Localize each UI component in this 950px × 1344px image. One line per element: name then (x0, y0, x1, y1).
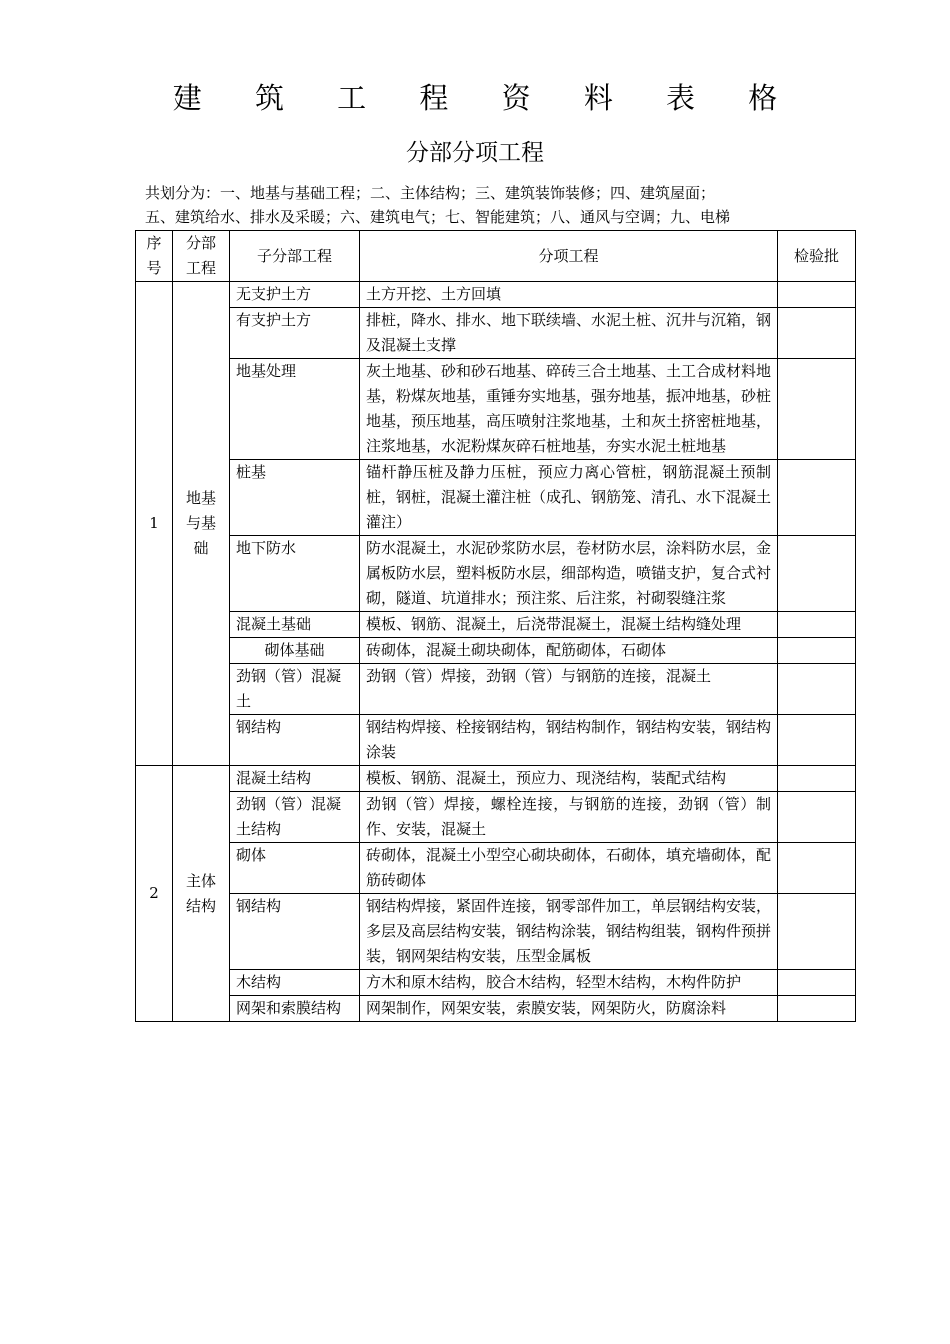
item-cell: 锚杆静压桩及静力压桩，预应力离心管桩，钢筋混凝土预制桩，钢桩，混凝土灌注桩（成孔、钢筋笼、清孔、水下混凝土灌注） (360, 460, 778, 536)
item-cell: 钢结构焊接，紧固件连接，钢零部件加工，单层钢结构安装，多层及高层结构安装，钢结构涂装，钢结构组装，钢构件预拼装，钢网架结构安装，压型金属板 (360, 894, 778, 970)
batch-cell (778, 638, 856, 664)
table-row (136, 843, 856, 894)
batch-cell (778, 715, 856, 766)
division-table (135, 230, 856, 1022)
batch-cell (778, 894, 856, 970)
subdivision-cell: 桩基 (230, 460, 360, 536)
subdivision-cell: 混凝土结构 (230, 766, 360, 792)
division-cell: 地基与基础 (173, 282, 230, 766)
intro-line: 共划分为：一、地基与基础工程；二、主体结构；三、建筑装饰装修；四、建筑屋面； (145, 184, 716, 202)
document-subtitle: 分部分项工程 (406, 140, 544, 166)
item-cell: 砖砌体，混凝土砌块砌体，配筋砌体，石砌体 (360, 638, 778, 664)
table-row (136, 536, 856, 612)
batch-cell (778, 612, 856, 638)
batch-cell (778, 536, 856, 612)
table-row (136, 715, 856, 766)
table-row (136, 894, 856, 970)
header-batch: 检验批 (778, 231, 856, 282)
batch-cell (778, 308, 856, 359)
subdivision-cell: 地下防水 (230, 536, 360, 612)
table-row (136, 766, 856, 792)
division-cell: 主体结构 (173, 766, 230, 1022)
item-cell: 排桩，降水、排水、地下联续墙、水泥土桩、沉井与沉箱，钢及混凝土支撑 (360, 308, 778, 359)
batch-cell (778, 970, 856, 996)
subdivision-cell: 劲钢（管）混凝土 (230, 664, 360, 715)
item-cell: 砖砌体，混凝土小型空心砌块砌体，石砌体，填充墙砌体，配筋砖砌体 (360, 843, 778, 894)
subdivision-cell: 砌体 (230, 843, 360, 894)
item-cell: 钢结构焊接、栓接钢结构，钢结构制作，钢结构安装，钢结构涂装 (360, 715, 778, 766)
subdivision-cell: 无支护土方 (230, 282, 360, 308)
subdivision-cell: 混凝土基础 (230, 612, 360, 638)
batch-cell (778, 282, 856, 308)
item-cell: 土方开挖、土方回填 (360, 282, 778, 308)
batch-cell (778, 766, 856, 792)
item-cell: 模板、钢筋、混凝土，预应力、现浇结构，装配式结构 (360, 766, 778, 792)
item-cell: 灰土地基、砂和砂石地基、碎砖三合土地基、土工合成材料地基，粉煤灰地基，重锤夯实地基，强夯地基，振冲地基，砂桩地基，预压地基，高压喷射注浆地基，土和灰土挤密桩地基，注浆地基，水泥粉煤灰碎石桩地基，夯实水泥土桩地基 (360, 359, 778, 460)
batch-cell (778, 460, 856, 536)
table-header-row (136, 231, 856, 282)
document-title: 建 筑 工 程 资 料 表 格 (172, 81, 800, 115)
table-row (136, 359, 856, 460)
item-cell: 劲钢（管）焊接，劲钢（管）与钢筋的连接，混凝土 (360, 664, 778, 715)
table-row (136, 612, 856, 638)
subdivision-cell: 钢结构 (230, 894, 360, 970)
table-row (136, 996, 856, 1022)
table-row (136, 460, 856, 536)
item-cell: 方木和原木结构，胶合木结构，轻型木结构，木构件防护 (360, 970, 778, 996)
subdivision-cell: 劲钢（管）混凝土结构 (230, 792, 360, 843)
table-row (136, 792, 856, 843)
header-division: 分部工程 (173, 231, 230, 282)
subdivision-cell: 有支护土方 (230, 308, 360, 359)
subdivision-cell: 钢结构 (230, 715, 360, 766)
header-seq: 序号 (136, 231, 173, 282)
batch-cell (778, 996, 856, 1022)
seq-cell: 1 (136, 282, 173, 766)
table-row (136, 308, 856, 359)
seq-cell: 2 (136, 766, 173, 1022)
table-row (136, 638, 856, 664)
table-row (136, 282, 856, 308)
subdivision-cell: 网架和索膜结构 (230, 996, 360, 1022)
item-cell: 模板、钢筋、混凝土，后浇带混凝土，混凝土结构缝处理 (360, 612, 778, 638)
intro-text (145, 181, 845, 229)
header-subdivision: 子分部工程 (230, 231, 360, 282)
item-cell: 网架制作，网架安装，索膜安装，网架防火，防腐涂料 (360, 996, 778, 1022)
intro-line: 五、建筑给水、排水及采暖；六、建筑电气；七、智能建筑；八、通风与空调；九、电梯 (145, 208, 731, 226)
batch-cell (778, 792, 856, 843)
batch-cell (778, 359, 856, 460)
table-row (136, 664, 856, 715)
table-row (136, 970, 856, 996)
batch-cell (778, 664, 856, 715)
subdivision-cell: 砌体基础 (230, 638, 360, 664)
subdivision-cell: 地基处理 (230, 359, 360, 460)
item-cell: 防水混凝土，水泥砂浆防水层，卷材防水层，涂料防水层，金属板防水层，塑料板防水层，细部构造，喷锚支护，复合式衬砌，隧道、坑道排水；预注浆、后注浆，衬砌裂缝注浆 (360, 536, 778, 612)
subdivision-cell: 木结构 (230, 970, 360, 996)
header-item: 分项工程 (360, 231, 778, 282)
batch-cell (778, 843, 856, 894)
item-cell: 劲钢（管）焊接，螺栓连接，与钢筋的连接，劲钢（管）制作、安装，混凝土 (360, 792, 778, 843)
